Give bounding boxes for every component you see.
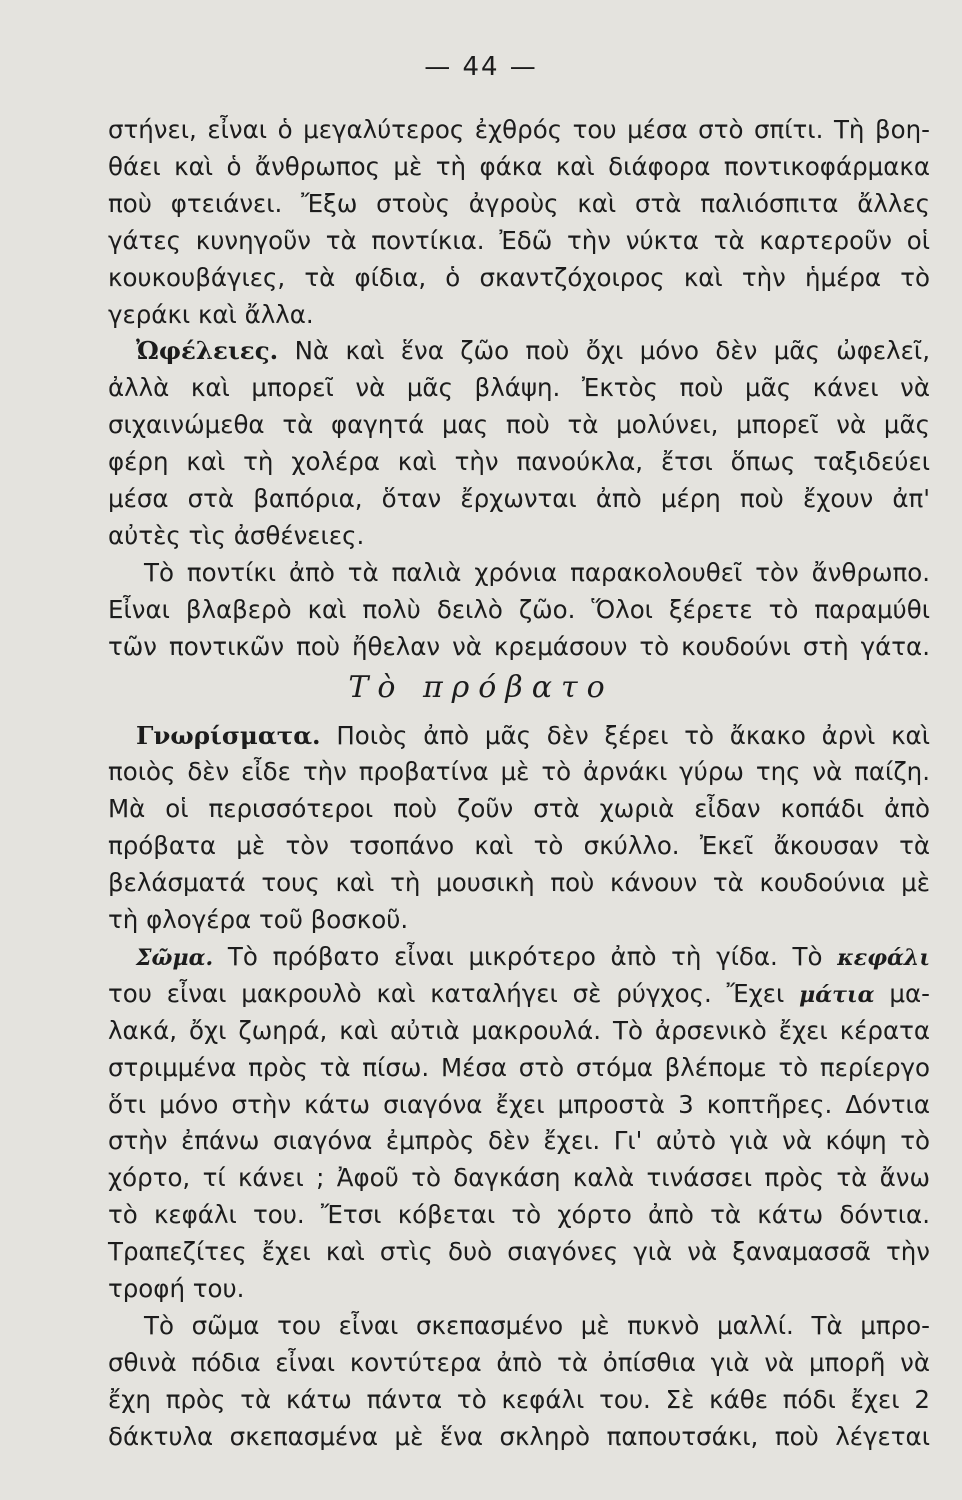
text-line: ποὺ φτειάνει. Ἔξω στοὺς ἀγροὺς καὶ στὰ παλιόσπιτα ἄλλες [108, 188, 930, 218]
text-line: ποιὸς δὲν εἶδε τὴν προβατίνα μὲ τὸ ἀρνάκι γύρω της νὰ παίζη. [108, 757, 930, 787]
text-line: τροφή του. [108, 1274, 245, 1303]
text-line: λακά, ὄχι ζωηρά, καὶ αὐτιὰ μακρουλά. Τὸ ἀρσενικὸ ἔχει κέρατα [108, 1015, 930, 1045]
paragraph-body-second-line: του εἶναι μακρουλὸ καὶ καταλήγει σὲ ρύγχος. Ἔχει μάτια μα- [108, 978, 930, 1008]
text-line: σιχαινώμεθα τὰ φαγητά μας ποὺ τὰ μολύνει, μπορεῖ νὰ μᾶς [108, 410, 930, 440]
text-line: αὐτὲς τὶς ἀσθένειες. [108, 520, 365, 550]
text-line: ἀλλὰ καὶ μπορεῖ νὰ μᾶς βλάψη. Ἐκτὸς ποὺ μᾶς κάνει νὰ [108, 373, 930, 403]
text-line: πρόβατα μὲ τὸν τσοπάνο καὶ τὸ σκύλλο. Ἐκεῖ ἄκουσαν τὰ [108, 831, 930, 861]
text-line: τὴ φλογέρα τοῦ βοσκοῦ. [108, 905, 409, 934]
features-label: Γνωρίσματα. [136, 720, 321, 750]
text-line: γάτες κυνηγοῦν τὰ ποντίκια. Ἐδῶ τὴν νύκτα τὰ καρτεροῦν οἱ [108, 225, 930, 255]
text-line: κουκουβάγιες, τὰ φίδια, ὁ σκαντζόχοιρος καὶ τὴν ἡμέρα τὸ [108, 262, 930, 292]
text-line: Μὰ οἱ περισσότεροι ποὺ ζοῦν στὰ χωριὰ εἶδαν κοπάδι ἀπὸ [108, 794, 930, 824]
section-heading: Τὸ πρόβατο [348, 669, 614, 705]
text-line: Τὸ σῶμα του εἶναι σκεπασμένο μὲ πυκνὸ μαλλί. Τὰ μπρο- [144, 1310, 930, 1340]
text-line: φέρη καὶ τὴ χολέρα καὶ τὴν πανούκλα, ἔτσι ὅπως ταξιδεύει [108, 447, 930, 477]
harm-label: Ὠφέλειες. [136, 336, 279, 366]
text-line: βελάσματά τους καὶ τὴ μουσικὴ ποὺ κάνουν τὰ κουδούνια μὲ [108, 868, 930, 898]
paragraph-body-first-line: Σῶμα. Τὸ πρόβατο εἶναι μικρότερο ἀπὸ τὴ γίδα. Τὸ κεφάλι [136, 941, 930, 971]
text-line: στὴν ἐπάνω σιαγόνα ἐμπρὸς δὲν ἔχει. Γι' αὐτὸ γιὰ νὰ κόψη τὸ [108, 1126, 930, 1156]
text-line: χόρτο, τί κάνει ; Ἀφοῦ τὸ δαγκάση καλὰ τινάσσει πρὸς τὰ ἄνω [108, 1163, 930, 1193]
text-line: Τὸ ποντίκι ἀπὸ τὰ παλιὰ χρόνια παρακολουθεῖ τὸν ἄνθρωπο. [144, 557, 930, 587]
paragraph-harm-first-line: Ὠφέλειες. Νὰ καὶ ἕνα ζῶο ποὺ ὄχι μόνο δὲν μᾶς ὠφελεῖ, [136, 336, 930, 366]
text-line: τῶν ποντικῶν ποὺ ἤθελαν νὰ κρεμάσουν τὸ κουδούνι στὴ γάτα. [108, 631, 930, 661]
text-line: ὅτι μόνο στὴν κάτω σιαγόνα ἔχει μπροστὰ 3 κοπτῆρες. Δόντια [108, 1089, 930, 1119]
text-line: θάει καὶ ὁ ἄνθρωπος μὲ τὴ φάκα καὶ διάφορα ποντικοφάρμακα [108, 151, 930, 181]
paragraph-features-first-line: Γνωρίσματα. Ποιὸς ἀπὸ μᾶς δὲν ξέρει τὸ ἄκακο ἀρνὶ καὶ [136, 720, 930, 750]
body-label: Σῶμα. [136, 944, 214, 971]
text-line: γεράκι καὶ ἄλλα. [108, 299, 314, 329]
text-line: τὸ κεφάλι του. Ἔτσι κόβεται τὸ χόρτο ἀπὸ τὰ κάτω δόντια. [108, 1200, 930, 1230]
text-line: Εἶναι βλαβερὸ καὶ πολὺ δειλὸ ζῶο. Ὅλοι ξέρετε τὸ παραμύθι [108, 594, 930, 624]
text-line: στριμμένα πρὸς τὰ πίσω. Μέσα στὸ στόμα βλέπομε τὸ περίεργο [108, 1052, 930, 1082]
text-line: σθινὰ πόδια εἶναι κοντύτερα ἀπὸ τὰ ὀπίσθια γιὰ νὰ μπορῆ νὰ [108, 1347, 930, 1377]
text-line: στήνει, εἶναι ὁ μεγαλύτερος ἐχθρός του μέσα στὸ σπίτι. Τὴ βοη- [108, 115, 930, 144]
text-line: μέσα στὰ βαπόρια, ὅταν ἔρχωνται ἀπὸ μέρη ποὺ ἔχουν ἀπ' [108, 484, 930, 513]
term-kefali: κεφάλι [837, 944, 930, 971]
term-matia: μάτια [799, 981, 875, 1008]
text-line: ἔχη πρὸς τὰ κάτω πάντα τὸ κεφάλι του. Σὲ κάθε πόδι ἔχει 2 [108, 1384, 930, 1414]
text-line: Τραπεζίτες ἔχει καὶ στὶς δυὸ σιαγόνες γιὰ νὰ ξαναμασσᾶ τὴν [108, 1237, 930, 1267]
text-line: δάκτυλα σκεπασμένα μὲ ἕνα σκληρὸ παπουτσάκι, ποὺ λέγεται [108, 1421, 930, 1451]
page-number: — 44 — [424, 52, 538, 82]
